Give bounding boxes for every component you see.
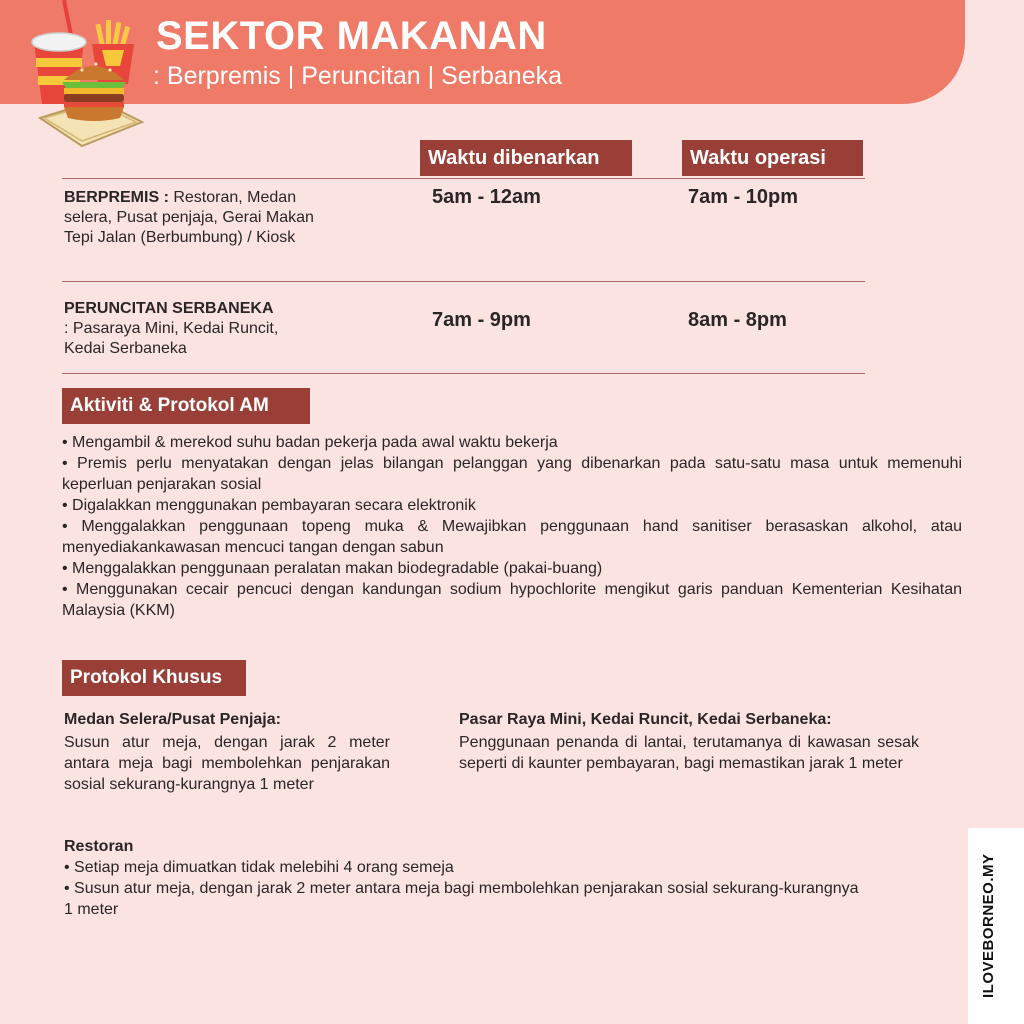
page-title: SEKTOR MAKANAN — [156, 14, 547, 58]
restaurant-title: Restoran — [64, 838, 134, 855]
row-category-desc: Restoran, Medan selera, Pusat penjaja, Gerai Makan Tepi Jalan (Berbumbung) / Kiosk — [64, 189, 314, 246]
list-item: • Susun atur meja, dengan jarak 2 meter antara meja bagi membolehkan penjarakan sosial sekurang-kurangnya 1 meter — [64, 880, 859, 918]
list-item: • Setiap meja dimuatkan tidak melebihi 4 orang semeja — [64, 859, 454, 876]
row-category-desc: : Pasaraya Mini, Kedai Runcit, Kedai Serbaneka — [64, 320, 279, 357]
food-court-title: Medan Selera/Pusat Penjaja: — [64, 711, 281, 728]
column-header-allowed-hours: Waktu dibenarkan — [420, 140, 632, 176]
list-item: • Menggalakkan penggunaan peralatan makan biodegradable (pakai-buang) — [62, 560, 603, 577]
column-header-operating-hours: Waktu operasi — [682, 140, 863, 176]
fast-food-icon — [24, 0, 154, 150]
table-divider — [62, 178, 865, 179]
watermark-strip — [968, 828, 1024, 1024]
table-divider — [62, 281, 865, 282]
table-divider — [62, 373, 865, 374]
watermark-text: ILOVEBORNEO.MY — [980, 853, 997, 999]
list-item: • Premis perlu menyatakan dengan jelas bilangan pelanggan yang dibenarkan pada satu-satu masa untuk memenuhi keperluan penjarakan sosial — [62, 455, 962, 493]
list-item: • Mengambil & merekod suhu badan pekerja pada awal waktu bekerja — [62, 434, 558, 451]
table-row-label — [64, 299, 289, 359]
restaurant-section — [64, 836, 864, 920]
food-court-text: Susun atur meja, dengan jarak 2 meter antara meja bagi membolehkan penjarakan sosial sekurang-kurangnya 1 meter — [64, 734, 390, 793]
operating-hours-value: 8am - 8pm — [688, 309, 787, 331]
row-category-title: PERUNCITAN SERBANEKA — [64, 300, 274, 317]
minimarket-title: Pasar Raya Mini, Kedai Runcit, Kedai Serbaneka: — [459, 711, 832, 728]
list-item: • Digalakkan menggunakan pembayaran secara elektronik — [62, 497, 476, 514]
page-subtitle: : Berpremis | Peruncitan | Serbaneka — [153, 62, 563, 90]
operating-hours-value: 7am - 10pm — [688, 186, 799, 208]
list-item: • Menggalakkan penggunaan topeng muka & Mewajibkan penggunaan hand sanitiser berasaskan alkohol, atau menyediakankawasan mencuci tangan dengan sabun — [62, 518, 962, 556]
activities-list — [62, 432, 962, 621]
allowed-hours-value: 7am - 9pm — [432, 309, 531, 331]
allowed-hours-value: 5am - 12am — [432, 186, 541, 208]
list-item: • Menggunakan cecair pencuci dengan kandungan sodium hypochlorite mengikut garis panduan Kementerian Kesihatan Malaysia (KKM) — [62, 581, 962, 619]
minimarket-text: Penggunaan penanda di lantai, terutamanya di kawasan sesak seperti di kaunter pembayaran, bagi memastikan jarak 1 meter — [459, 734, 919, 772]
section-heading-activities: Aktiviti & Protokol AM — [62, 388, 310, 424]
row-category-title: BERPREMIS : — [64, 189, 169, 206]
table-row-label — [64, 188, 329, 248]
section-heading-special: Protokol Khusus — [62, 660, 246, 696]
